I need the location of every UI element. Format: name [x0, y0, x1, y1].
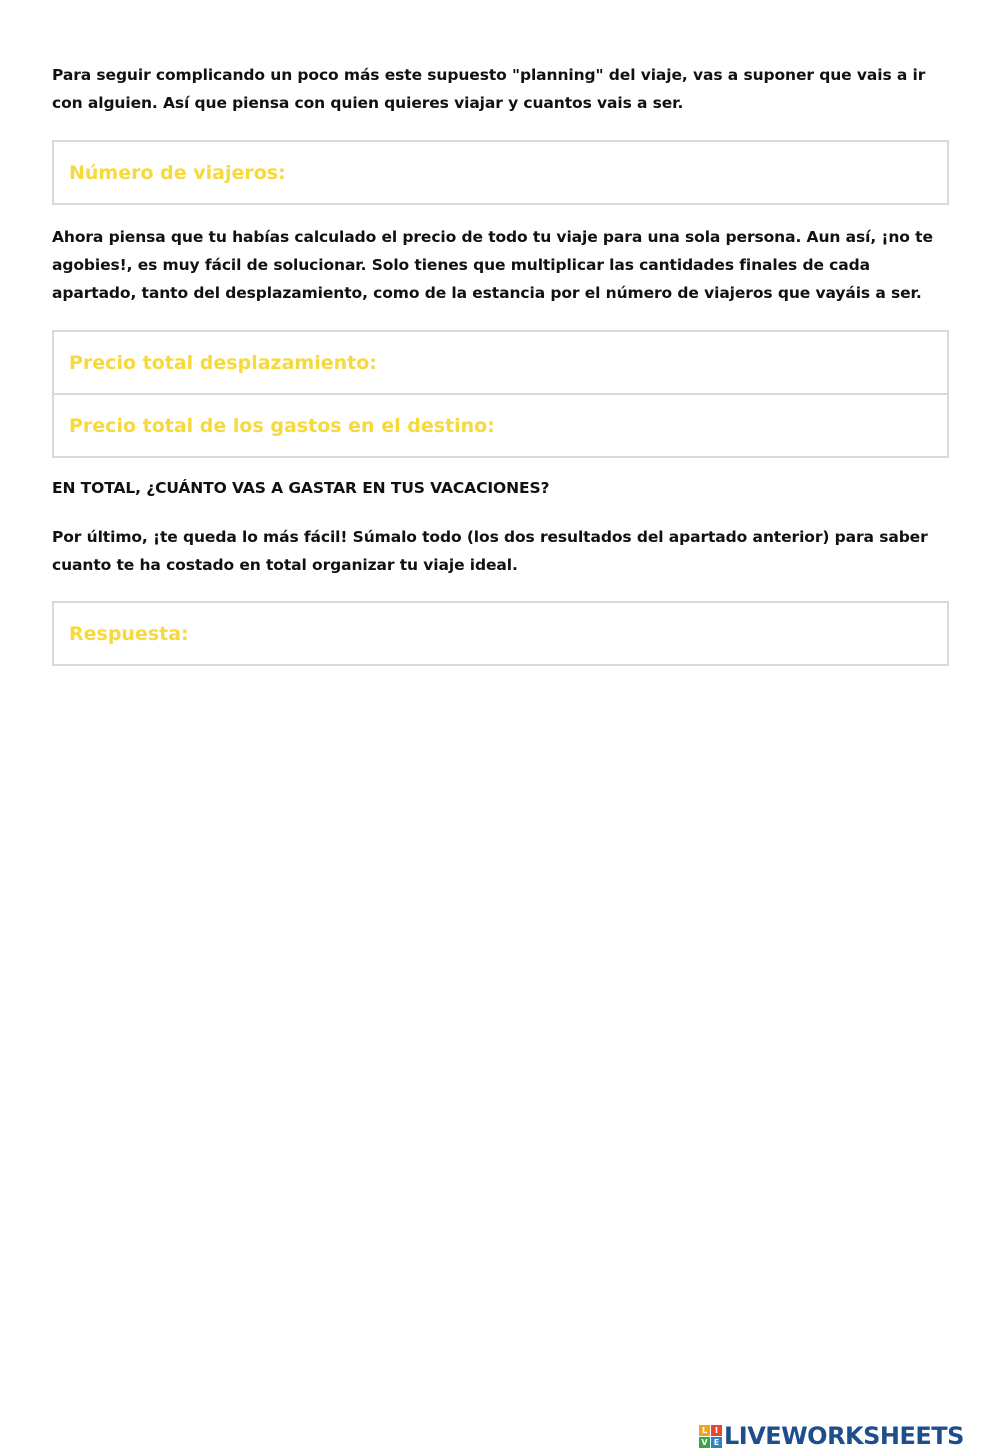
- answer-field[interactable]: [54, 603, 947, 664]
- prices-box: [52, 330, 949, 458]
- logo-mark-icon: [699, 1425, 722, 1448]
- destination-price-label: Precio total de los gastos en el destino:: [69, 414, 495, 437]
- transport-price-field[interactable]: [54, 332, 947, 393]
- intro-paragraph: Para seguir complicando un poco más este supuesto "planning" del viaje, vas a suponer que vais a ir con alguien. Así que piensa con quien quieres viajar y cuantos vais a ser.: [52, 66, 926, 112]
- total-heading: EN TOTAL, ¿CUÁNTO VAS A GASTAR EN TUS VACACIONES?: [52, 479, 550, 497]
- logo-text: LIVEWORKSHEETS: [724, 1422, 964, 1450]
- transport-price-label: Precio total desplazamiento:: [69, 351, 377, 374]
- logo-mark-letter: L: [699, 1425, 710, 1436]
- destination-price-field[interactable]: [54, 393, 947, 456]
- answer-label: Respuesta:: [69, 622, 189, 645]
- logo-mark-letter: V: [699, 1437, 710, 1448]
- answer-box: [52, 601, 949, 666]
- travelers-box: [52, 140, 949, 205]
- multiply-paragraph: Ahora piensa que tu habías calculado el precio de todo tu viaje para una sola persona. Aun así, ¡no te agobies!, es muy fácil de solucionar. Solo tienes que multiplicar las cantidades finales de cada apartado, tanto del desplazamiento, como de la estancia por el número de viajeros que vayáis a ser.: [52, 228, 933, 302]
- travelers-field[interactable]: [54, 142, 947, 203]
- final-paragraph: Por último, ¡te queda lo más fácil! Súmalo todo (los dos resultados del apartado anterior) para saber cuanto te ha costado en total organizar tu viaje ideal.: [52, 528, 928, 574]
- logo-mark-letter: I: [711, 1425, 722, 1436]
- travelers-label: Número de viajeros:: [69, 161, 286, 184]
- logo-mark-letter: E: [711, 1437, 722, 1448]
- liveworksheets-logo: [699, 1422, 964, 1450]
